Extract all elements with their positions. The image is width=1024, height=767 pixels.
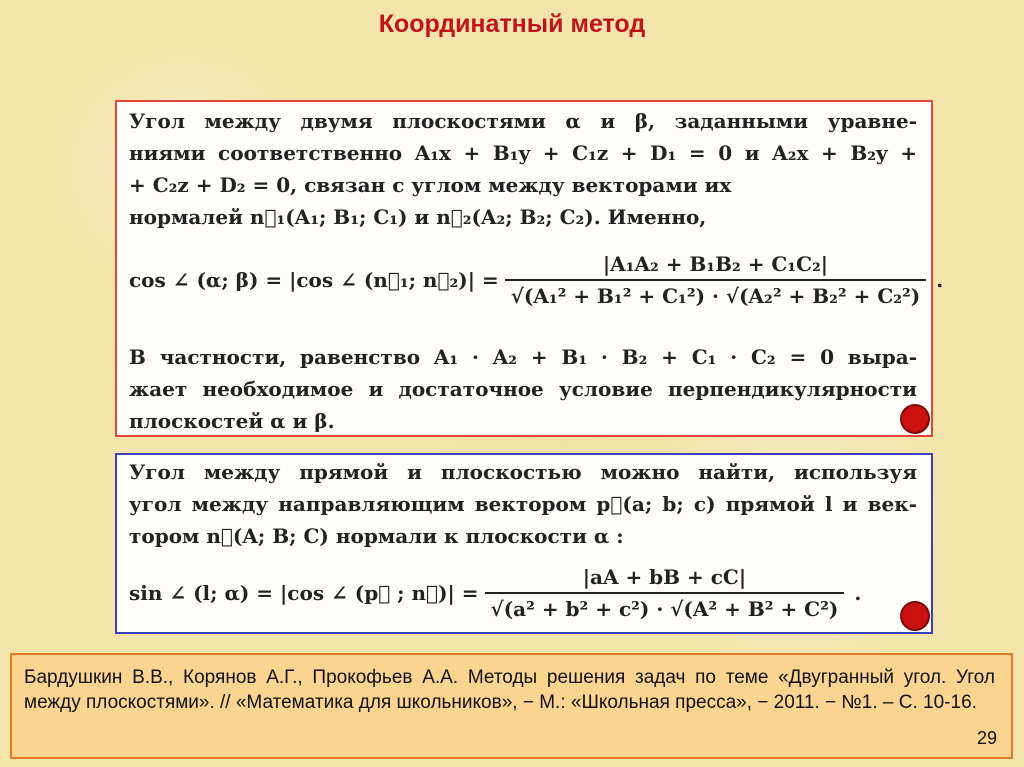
reference-box [10, 653, 1013, 759]
text-line: В частности, равенство A₁ · A₂ + B₁ · B₂ + C₁ · C₂ = 0 выра- [129, 345, 917, 369]
text-line: Угол между прямой и плоскостью можно найти, используя [129, 460, 917, 484]
formula-end: . [936, 268, 944, 292]
sin-line-plane-formula [129, 565, 917, 621]
plane-angle-card [115, 100, 944, 437]
formula-denominator: √(a² + b² + c²) · √(A² + B² + C²) [485, 592, 845, 621]
formula-end: . [854, 581, 862, 605]
text-line: + C₂z + D₂ = 0, связан с углом между векторами их [129, 173, 732, 197]
line-plane-angle-card [115, 453, 933, 634]
formula-left: sin ∠ (l; α) = |cos ∠ (p⃗ ; n⃗)| = [129, 581, 479, 605]
formula-fraction [485, 565, 845, 621]
formula-denominator: √(A₁² + B₁² + C₁²) · √(A₂² + B₂² + C₂²) [505, 279, 927, 308]
reference-text: Бардушкин В.В., Корянов А.Г., Прокофьев А.А. Методы решения задач по теме «Двугранный угол. Угол между плоскостями». // «Математика для школьников», − М.: «Школьная пресса», − 2011. − №1. – С. 10-16. [24, 667, 995, 713]
text-line: жает необходимое и достаточное условие перпендикулярности [129, 377, 917, 401]
page-number: 29 [976, 728, 997, 748]
red-bullet-icon [900, 404, 930, 434]
formula-numerator: |A₁A₂ + B₁B₂ + C₁C₂| [602, 252, 829, 276]
text-line: Угол между двумя плоскостями α и β, заданными уравне- [129, 109, 917, 133]
cos-plane-formula [129, 252, 944, 308]
text-line: угол между направляющим вектором p⃗(a; b; c) прямой l и век- [129, 492, 917, 516]
text-line: ниями соответственно A₁x + B₁y + C₁z + D₁ = 0 и A₂x + B₂y + [129, 141, 917, 165]
text-line: плоскостей α и β. [129, 409, 335, 433]
formula-left: cos ∠ (α; β) = |cos ∠ (n⃗₁; n⃗₂)| = [129, 268, 499, 292]
formula-fraction [505, 252, 927, 308]
text-line: нормалей n⃗₁(A₁; B₁; C₁) и n⃗₂(A₂; B₂; C₂). Именно, [129, 205, 707, 229]
slide-title: Координатный метод [378, 10, 646, 38]
formula-numerator: |aA + bB + cC| [582, 565, 747, 589]
text-line: тором n⃗(A; B; C) нормали к плоскости α : [129, 524, 624, 548]
red-bullet-icon [900, 601, 930, 631]
